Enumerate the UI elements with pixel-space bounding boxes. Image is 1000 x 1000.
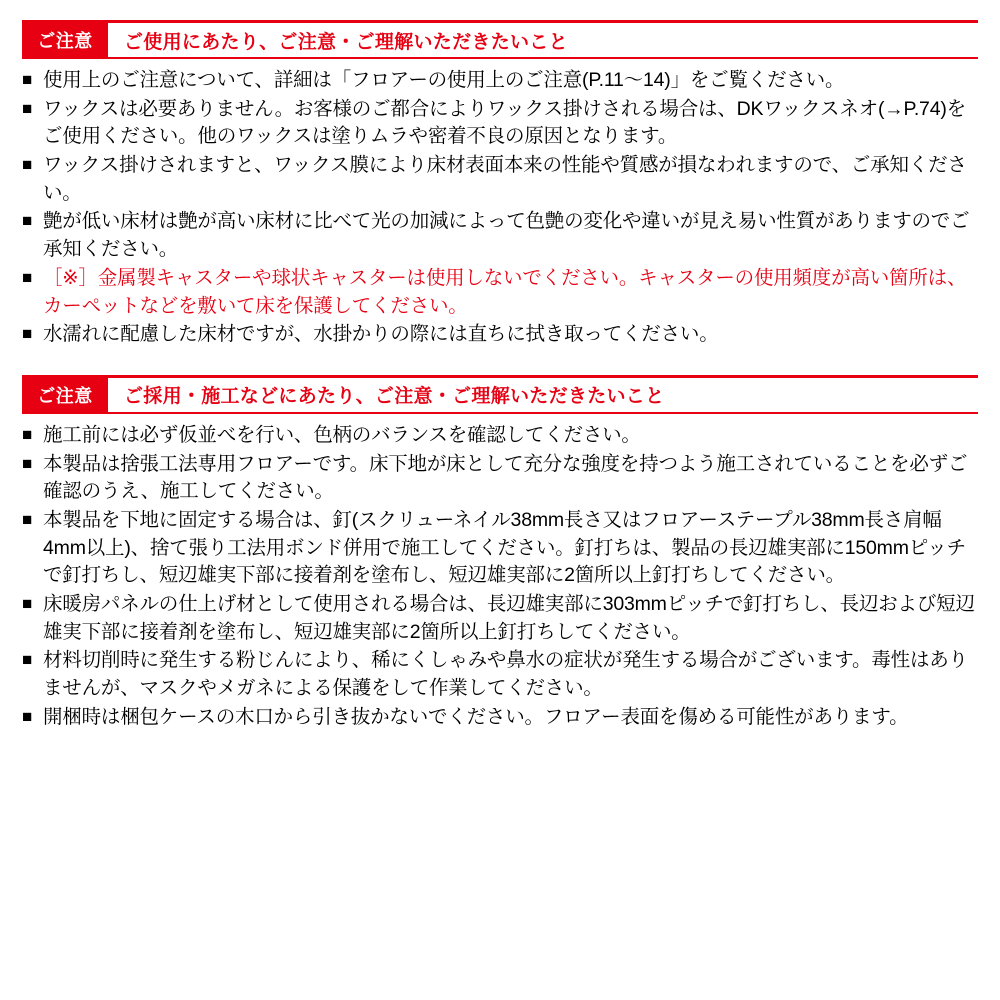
list-item: ■ 本製品は捨張工法専用フロアーです。床下地が床として充分な強度を持つよう施工されていることを必ずご確認のうえ、施工してください。 xyxy=(22,451,978,506)
section-title: ご採用・施工などにあたり、ご注意・ご理解いただきたいこと xyxy=(124,386,665,408)
section-header xyxy=(22,20,978,59)
list-item: ■ ワックスは必要ありません。お客様のご都合によりワックス掛けされる場合は、DKワックスネオ(→P.74)をご使用ください。他のワックスは塗りムラや密着不良の原因となります。 xyxy=(22,96,978,151)
list-item: ■ 使用上のご注意について、詳細は「フロアーの使用上のご注意(P.11〜14)」をご覧ください。 xyxy=(22,67,978,95)
section-installation-cautions xyxy=(22,375,978,732)
caution-list xyxy=(22,67,978,349)
list-item: ■ ［※］金属製キャスターや球状キャスターは使用しないでください。キャスターの使用頻度が高い箇所は、カーペットなどを敷いて床を保護してください。 xyxy=(22,265,978,320)
list-item: ■ 床暖房パネルの仕上げ材として使用される場合は、長辺雄実部に303mmピッチで釘打ちし、長辺および短辺雄実下部に接着剤を塗布し、短辺雄実部に2箇所以上釘打ちしてください。 xyxy=(22,591,978,646)
section-header xyxy=(22,375,978,414)
caution-badge: ご注意 xyxy=(22,23,108,57)
list-item: ■ ワックス掛けされますと、ワックス膜により床材表面本来の性能や質感が損なわれますので、ご承知ください。 xyxy=(22,152,978,207)
caution-badge: ご注意 xyxy=(22,378,108,412)
section-usage-cautions xyxy=(22,20,978,349)
caution-list xyxy=(22,422,978,732)
page-bottom-spacer xyxy=(22,757,978,758)
list-item: ■ 艶が低い床材は艶が高い床材に比べて光の加減によって色艶の変化や違いが見え易い性質がありますのでご承知ください。 xyxy=(22,208,978,263)
list-item: ■ 水濡れに配慮した床材ですが、水掛かりの際には直ちに拭き取ってください。 xyxy=(22,321,978,349)
list-item: ■ 材料切削時に発生する粉じんにより、稀にくしゃみや鼻水の症状が発生する場合がございます。毒性はありませんが、マスクやメガネによる保護をして作業してください。 xyxy=(22,647,978,702)
section-title: ご使用にあたり、ご注意・ご理解いただきたいこと xyxy=(124,31,568,53)
list-item: ■ 本製品を下地に固定する場合は、釘(スクリューネイル38mm長さ又はフロアーステープル38mm長さ肩幅4mm以上)、捨て張り工法用ボンド併用で施工してください。釘打ちは、製品の長辺雄実部に150mmピッチで釘打ちし、短辺雄実下部に接着剤を塗布し、短辺雄実部に2箇所以上釘打ちしてください。 xyxy=(22,507,978,590)
list-item: ■ 施工前には必ず仮並べを行い、色柄のバランスを確認してください。 xyxy=(22,422,978,450)
list-item: ■ 開梱時は梱包ケースの木口から引き抜かないでください。フロアー表面を傷める可能性があります。 xyxy=(22,704,978,732)
